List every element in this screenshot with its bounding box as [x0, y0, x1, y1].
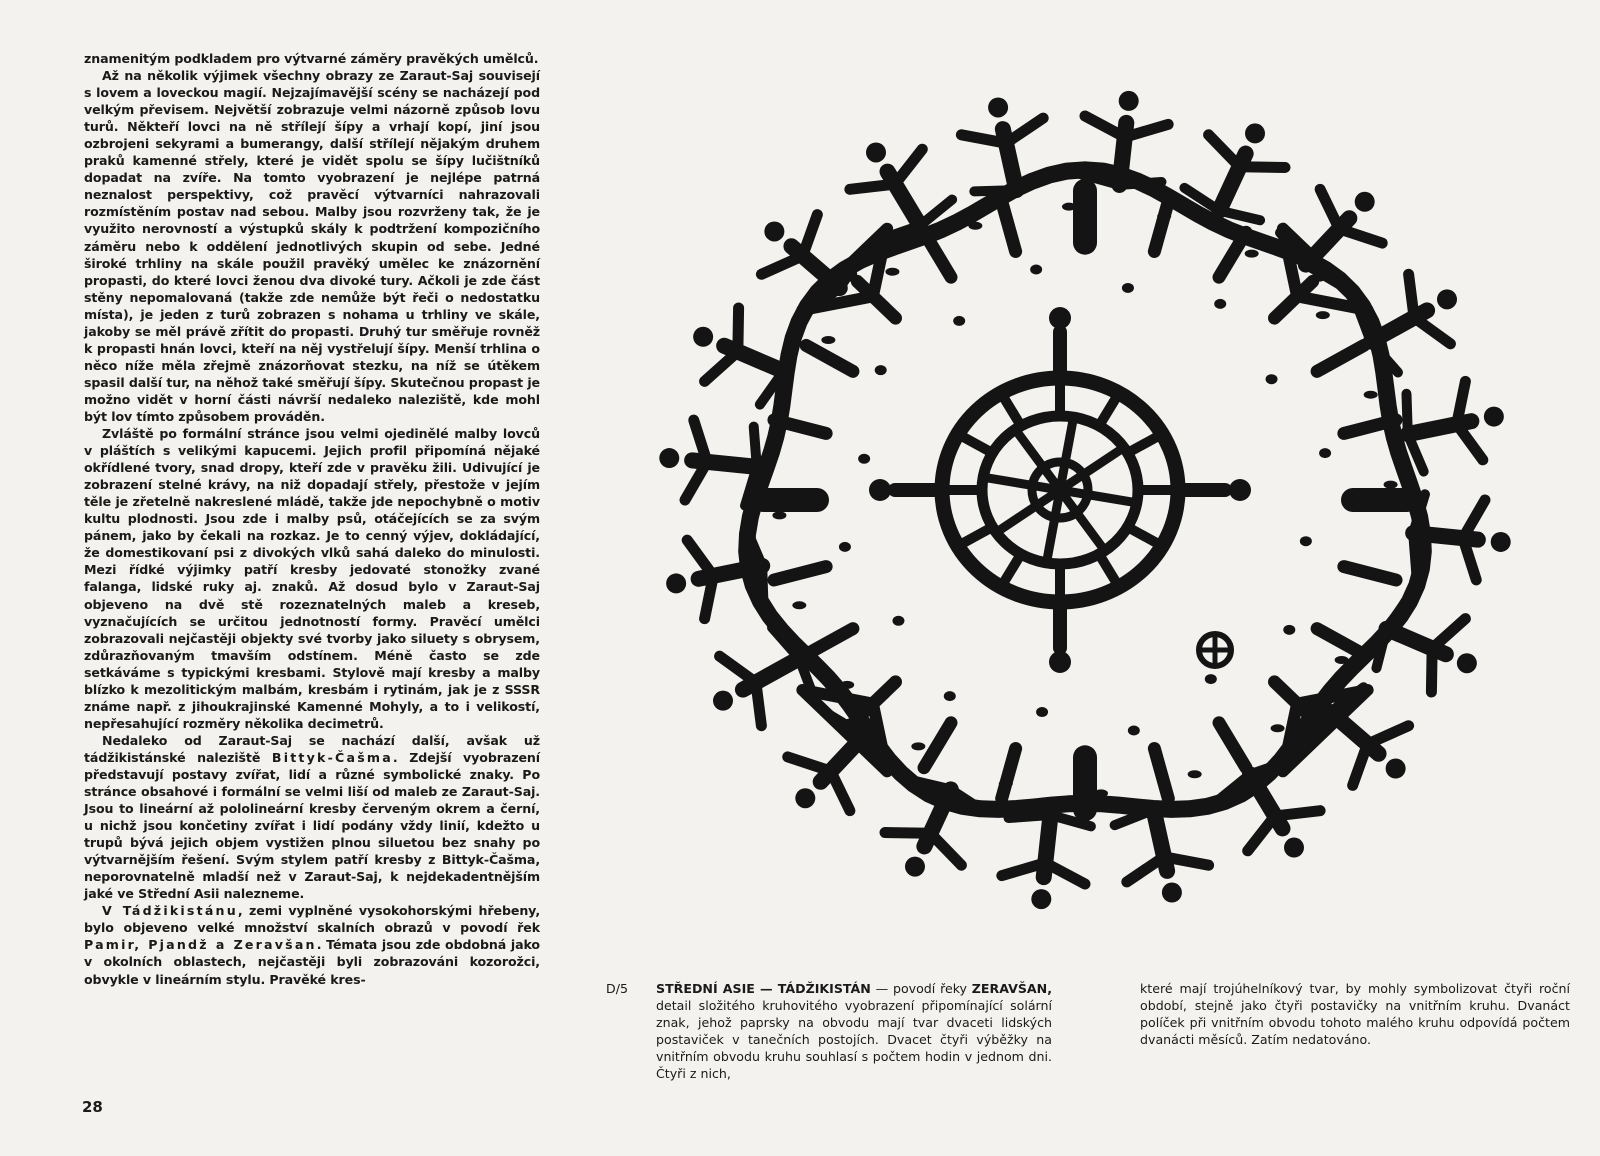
figure-head — [666, 573, 686, 593]
scatter-dot — [892, 616, 904, 626]
triangle-dot — [843, 268, 857, 282]
scatter-dot — [1205, 674, 1217, 684]
site-name-spaced: Bittyk-Čašma — [271, 749, 393, 765]
inner-projection — [806, 629, 853, 655]
figure-arm — [803, 215, 818, 256]
figure-head — [1437, 289, 1457, 309]
month-divider — [958, 434, 993, 453]
ring-dot — [792, 601, 806, 609]
scatter-dot — [1030, 265, 1042, 275]
ring-dot — [1316, 311, 1330, 319]
scatter-dot — [944, 691, 956, 701]
ring-dot — [782, 420, 796, 428]
ring-dot — [1271, 724, 1285, 732]
figure-arm — [850, 184, 895, 189]
figure-head — [713, 691, 733, 711]
ring-dot — [968, 222, 982, 230]
figure-head — [1457, 653, 1477, 673]
paragraph-1: znamenitým podkladem pro výtvarné záměry pravěkých umělců. — [84, 51, 539, 66]
month-divider — [958, 527, 993, 546]
paragraph-5 — [84, 902, 540, 987]
month-divider — [1001, 554, 1021, 587]
scatter-dot — [1036, 707, 1048, 717]
triangle-dot — [843, 718, 857, 732]
inner-figure-head — [1049, 307, 1071, 329]
inner-figure-head — [1229, 479, 1251, 501]
figure-head — [1484, 407, 1504, 427]
figure-arm — [1240, 167, 1285, 168]
scatter-dot — [875, 365, 887, 375]
paragraph-4-part2: . Zdejší vyobrazení představují postavy zvířat, lidí a různé symbolické znaky. Po stránce obsahové i formální se velmi liší od maleb ze Zaraut-Saj. Jsou to lineární až pololineární kresby červeným okrem a černí, u nichž jsou končetiny zvířat i lidí podány vždy linií, kdežto u trupů bývá jejich objem vystižen plnou siluetou bez snahy po výtvarnějším řešení. Svým stylem patří kresby z Bittyk-Čašma, neporovnatelně mladší než v Zaraut-Saj, k nejdekadentnějším jaké ve Střední Asii nalezneme. — [84, 749, 540, 902]
paragraph-4-part1: Nedaleko od Zaraut-Saj se nachází další, avšak už tádžikistánské naleziště — [84, 732, 540, 765]
figure-leg — [1413, 533, 1416, 573]
inner-projection — [1317, 629, 1364, 655]
figure-head — [693, 327, 713, 347]
figure-head — [1119, 91, 1139, 111]
ring-dot — [840, 681, 854, 689]
figure-caption — [606, 980, 1052, 1082]
scatter-dot — [839, 542, 851, 552]
scatter-dot — [1266, 374, 1278, 384]
inner-projection — [774, 567, 826, 580]
figure-tag: D/5 — [606, 981, 628, 996]
inner-projection — [1154, 749, 1168, 799]
figure-arm — [705, 352, 738, 382]
month-divider — [1128, 527, 1163, 546]
figure-arm — [1127, 857, 1164, 882]
inner-projection — [1002, 749, 1016, 799]
figure-leg — [1009, 815, 1051, 818]
scatter-dot — [1300, 536, 1312, 546]
ring-dot — [1384, 481, 1398, 489]
ring-dot — [1364, 391, 1378, 399]
figure-arm — [738, 308, 739, 352]
ring-dot — [1094, 789, 1108, 797]
figure-arm — [1006, 118, 1043, 143]
inner-projection — [924, 723, 951, 768]
month-divider — [1099, 393, 1119, 426]
month-divider — [1128, 434, 1163, 453]
ring-dot — [1374, 572, 1388, 580]
scatter-dot — [1128, 725, 1140, 735]
country-name-spaced: V Tádžikistánu — [102, 903, 238, 919]
figure-leg — [762, 566, 763, 606]
figure-caption-continued: které mají trojúhelníkový tvar, by mohly symbolizovat čtyři roční období, stejně jako čtyři postavičky na vnitřním kruhu. Dvanáct políček při vnitřním obvodu tohoto malého kruhu odpovídá počtem dvanácti měsíců. Zatím nedatováno. — [1140, 981, 1570, 1047]
figure-arm — [831, 771, 850, 811]
figure-leg — [754, 427, 757, 467]
caption-mid: — povodí řeky — [870, 981, 972, 996]
scatter-dot — [953, 316, 965, 326]
scatter-dot — [1122, 283, 1134, 293]
figure-arm — [895, 149, 922, 184]
figure-head — [988, 97, 1008, 117]
figure-head — [764, 221, 784, 241]
figure-leg — [1119, 182, 1161, 185]
figure-arm — [720, 656, 756, 682]
figure-arm — [1209, 135, 1240, 167]
ring-dot — [1062, 203, 1076, 211]
figure-arm — [1275, 811, 1320, 816]
caption-title: STŘEDNÍ ASIE — TÁDŽIKISTÁN — [656, 981, 871, 996]
inner-projection — [1219, 723, 1246, 768]
ring-dot — [1335, 656, 1349, 664]
ring-dot — [821, 336, 835, 344]
figure-head — [866, 142, 886, 162]
page-number: 28 — [82, 1098, 103, 1116]
triangle-dot — [1313, 268, 1327, 282]
figure-head — [659, 448, 679, 468]
figure-head — [1355, 192, 1375, 212]
ring-dot — [1245, 250, 1259, 258]
figure-arm — [1353, 744, 1368, 785]
inner-projection — [1002, 201, 1016, 251]
figure-arm — [1414, 318, 1450, 344]
paragraph-2: Až na několik výjimek všechny obrazy ze Zaraut-Saj souvisejí s lovem a loveckou magií. Nejzajímavější scény se nacházejí pod velkým převisem. Největší zobrazuje velmi názorně způsob lovu turů. Někteří lovci na ně střílejí šípy a vrhají kopí, jiní jsou ozbrojeni sekyrami a bumerangy, další střílejí nějakým druhem praků kamenné střely, které je vidět spolu se šípy lučištníků dopadat na zvíře. Na tomto vyobrazení je nejlépe patrná neznalost perspektivy, což pravěcí výtvarníci nahrazovali rozmístěním postav nad sebou. Malby jsou rozvrženy tak, že je využito nerovností a výstupků skály k podtržení kompozičního záměru nebo k oddělení jednotlivých skupin od sebe. Jedné široké trhliny na skále použil pravěký umělec ke znázornění propasti, do které lovci ženou dva divoké tury. Ačkoli je zde část stěny nepomalovaná (takže zde nemůže být řeči o nedostatku místa), je jeden z turů zobrazen s nohama u trhliny ve skále, jakoby se měl právě zřítit do propasti. Druhý tur směřuje rovněž k propasti hnán lovci, kteří na něj vystřelují šípy. Menší trhlina o něco níže měla zřejmě znázorňovat stezku, na níž se útěkem spasil další tur, na něhož také směřují šípy. Skutečnou propast je možno vidět v horní části návrší nedaleko naleziště, kde mohl být lov tímto způsobem prováděn. — [84, 68, 540, 424]
petroglyph-shapes — [659, 91, 1510, 909]
figure-arm — [885, 833, 930, 834]
triangle-dot — [1313, 718, 1327, 732]
figure-arm — [1409, 274, 1414, 317]
figure-head — [1386, 759, 1406, 779]
ring-dot — [772, 511, 786, 519]
scatter-dot — [858, 454, 870, 464]
figure-leg — [974, 190, 1016, 191]
figure-head — [1491, 532, 1511, 552]
inner-projection — [1317, 345, 1364, 371]
figure-arm — [1431, 648, 1432, 692]
figure-head — [905, 857, 925, 877]
ring-dot — [999, 780, 1013, 788]
month-divider — [1099, 554, 1119, 587]
paragraph-5-part2: . Témata jsou zde obdobná jako v okolních oblastech, nejčastěji byli zobrazováni kozorožci, obvykle v lineárním stylu. Pravěké kres- — [84, 937, 540, 987]
figure-arm — [1367, 726, 1408, 744]
rivers-spaced: Pamir, Pjandž a Zeravšan — [84, 937, 317, 953]
scatter-dot — [1319, 448, 1331, 458]
figure-arm — [1339, 229, 1382, 243]
figure-leg — [1154, 809, 1196, 810]
figure-head — [1245, 123, 1265, 143]
figure-arm — [1432, 619, 1465, 649]
figure-arm — [930, 833, 961, 865]
figure-head — [1031, 889, 1051, 909]
paragraph-5-part1: , zemi vyplněné vysokohorskými hřebeny, bylo objeveno velké množství skalních obrazů v povodí řek — [84, 903, 540, 936]
figure-head — [1162, 883, 1182, 903]
inner-figure-head — [1049, 651, 1071, 673]
main-text-column — [84, 50, 540, 988]
ring-dot — [885, 268, 899, 276]
figure-arm — [756, 682, 761, 725]
ring-dot — [911, 742, 925, 750]
paragraph-4 — [84, 732, 540, 902]
figure-head — [795, 788, 815, 808]
solar-sign-petroglyph-drawing — [595, 60, 1575, 960]
inner-projection — [1344, 567, 1396, 580]
caption-river: ZERAVŠAN, — [971, 981, 1052, 996]
scatter-dot — [1214, 299, 1226, 309]
figure-arm — [788, 757, 831, 771]
figure-arm — [1320, 189, 1339, 229]
petroglyph-svg — [595, 60, 1575, 960]
ring-dot — [1157, 212, 1171, 220]
figure-arm — [1248, 816, 1275, 851]
paragraph-3: Zvláště po formální stránce jsou velmi ojedinělé malby lovců v pláštích s velikými kapucemi. Jejich profil připomíná nějaké okřídlené tvory, snad dropy, kteří zde v pravěku žili. Udivující je zobrazení stelné krávy, na niž dopadají střely, přestože v jejím těle je zřetelně nakreslené mládě, takže jde nepochybně o motiv kultu plodnosti. Jsou zde i malby psů, otáčejících se za svým pánem, jako by čekali na rozkaz. Je to cenný výjev, dokládající, že domestikovaní psi z divokých vlků sahá daleko do minulosti. Mezi řídké výjimky patří kresby jedovaté stonožky zvané falanga, lidské ruky aj. znaků. Až dosud bylo v Zaraut-Saj objeveno na dvě stě rozeznatelných maleb a kreseb, vyznačujících se určitou jednotností formy. Pravěcí umělci zobrazovali nejčastěji objekty své tvorby jako siluety s obrysem, zdůrazňovaným tmavším odstínem. Méně často se zde setkáváme s typickými kresbami. Stylově mají kresby a malby blízko k mezolitickým malbám, kresbám i rytinám, jak je z SSSR známe např. z jihoukrajinské Kamenné Mohyly, a to i velikostí, nepřesahující rozměry několika decimetrů. — [84, 426, 540, 731]
ring-dot — [1188, 770, 1202, 778]
figure-leg — [1406, 394, 1407, 434]
figure-head — [1284, 838, 1304, 858]
inner-projection — [1154, 201, 1168, 251]
figure-arm — [761, 256, 802, 274]
inner-projection — [806, 345, 853, 371]
caption-body — [656, 980, 1052, 1082]
scatter-dot — [1283, 625, 1295, 635]
caption-text: detail složitého kruhovitého vyobrazení připomínající solární znak, jehož paprsky na obvodu mají tvar dvaceti lidských postaviček v tanečních postojích. Dvacet čtyři výběžky na vnitřním obvodu kruhu souhlasí s počtem hodin v jednom dni. Čtyři z nich, — [656, 998, 1052, 1081]
month-divider — [1001, 393, 1021, 426]
inner-figure-head — [869, 479, 891, 501]
